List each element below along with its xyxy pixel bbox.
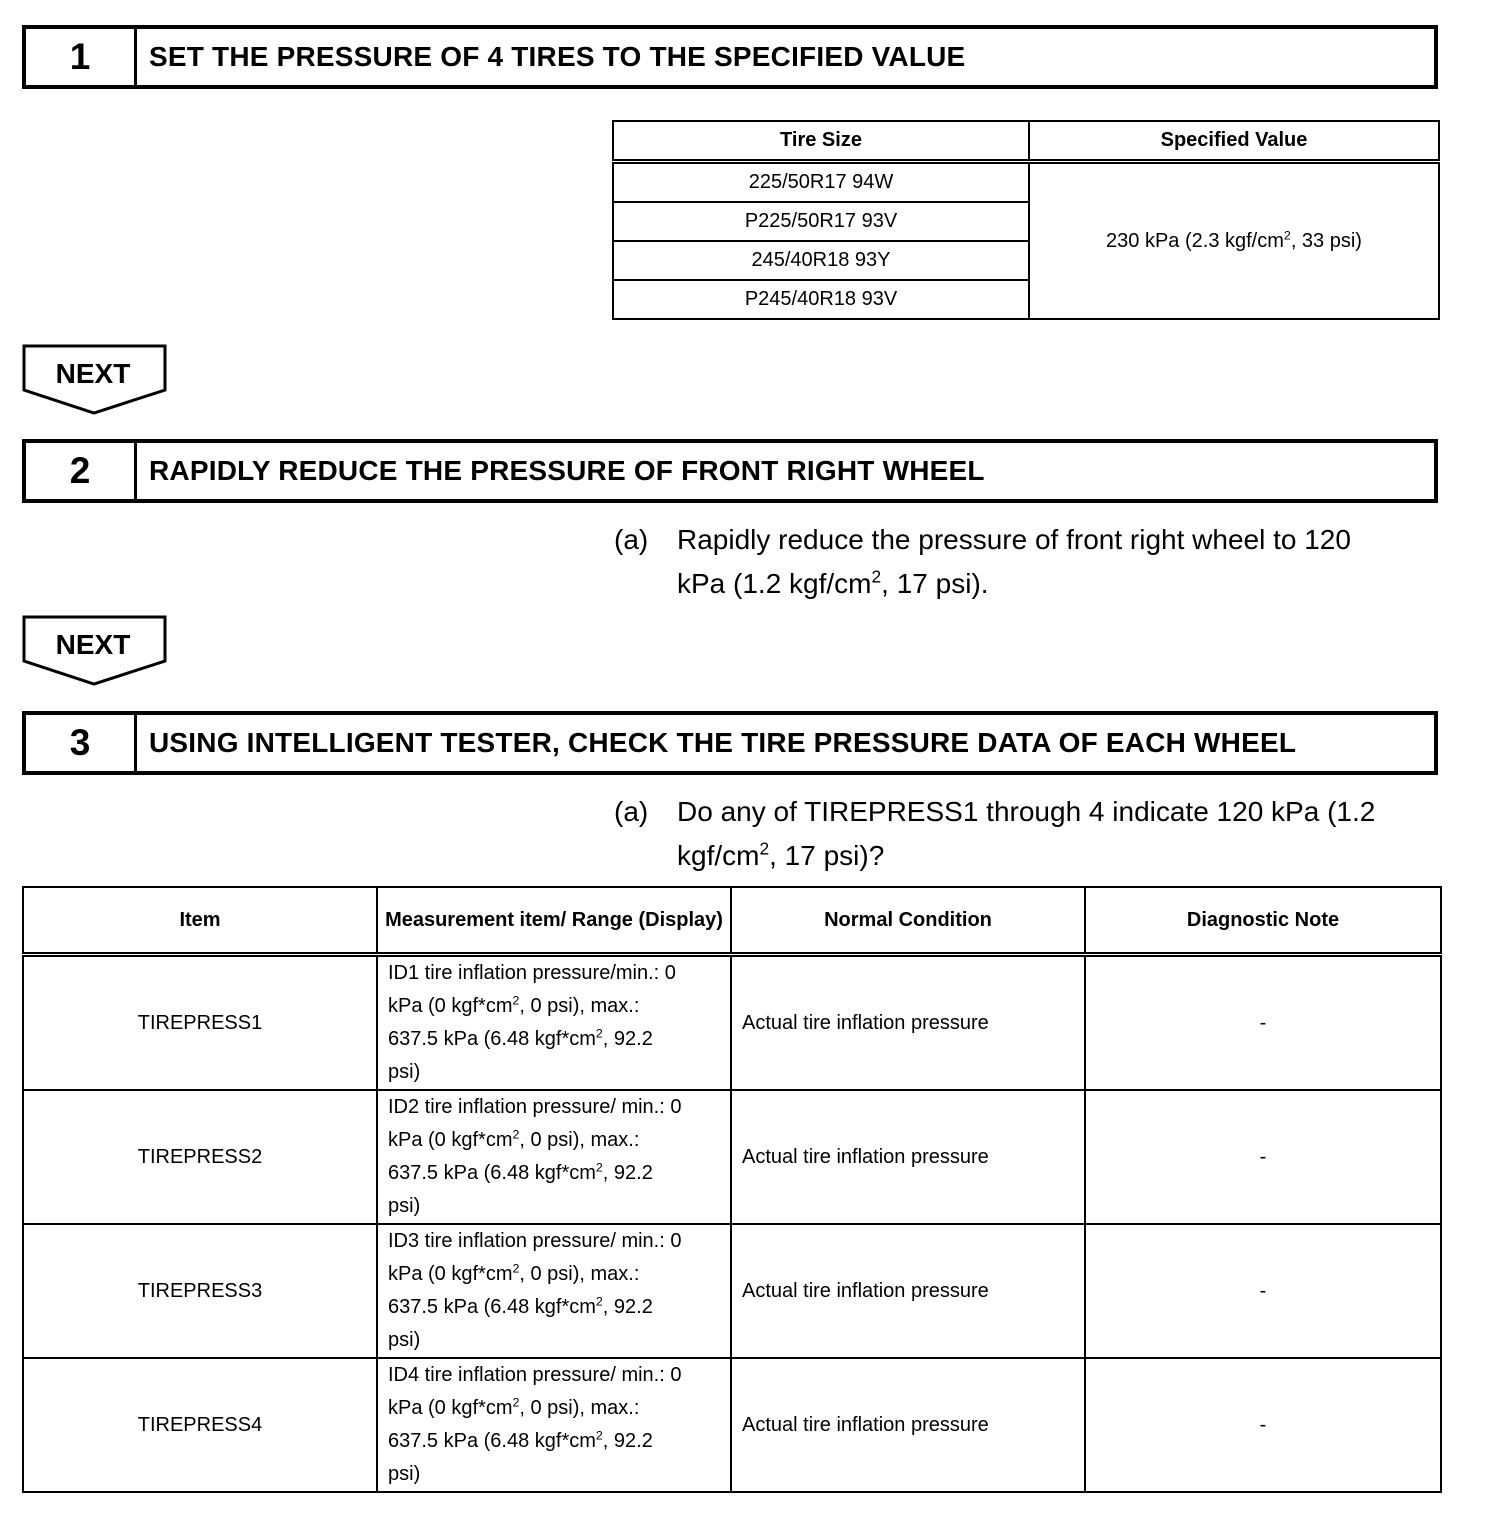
step-number: 2 [26,443,137,499]
header-measurement-range: Measurement item/ Range (Display) [377,887,731,955]
range-cell: ID1 tire inflation pressure/min.: 0 kPa (0 $kgf*cm^2$, 0 psi), max.: 637.5 kPa (6.48 $kgf*cm^2$, 92.2 psi) [377,955,731,1091]
note-cell: - [1085,955,1441,1091]
instruction-label: (a) [614,796,649,827]
instruction-line: kgf/$cm^2$, 17 psi)? [677,838,885,871]
step-3-instruction [614,790,1444,878]
instruction-line: kPa (1.2 kgf/$cm^2$, 17 psi). [677,566,989,599]
step-2-instruction [614,518,1444,606]
table-row [23,1358,1441,1492]
instruction-label: (a) [614,524,649,555]
tester-data-table [22,886,1442,1493]
range-cell: ID4 tire inflation pressure/ min.: 0 kPa (0 $kgf*cm^2$, 0 psi), max.: 637.5 kPa (6.48 $kgf*cm^2$, 92.2 psi) [377,1358,731,1492]
tire-size-cell: P225/50R17 93V [613,202,1029,241]
header-tire-size: Tire Size [613,121,1029,162]
table-row [23,1224,1441,1358]
item-cell: TIREPRESS2 [23,1090,377,1224]
step-title: SET THE PRESSURE OF 4 TIRES TO THE SPECIFIED VALUE [149,41,966,72]
table-row [23,1090,1441,1224]
table-row [23,955,1441,1091]
header-specified-value: Specified Value [1029,121,1439,162]
step-number: 1 [26,29,137,85]
condition-cell: Actual tire inflation pressure [731,1090,1085,1224]
header-diagnostic-note: Diagnostic Note [1085,887,1441,955]
condition-cell: Actual tire inflation pressure [731,1224,1085,1358]
tire-spec-table [612,120,1440,320]
step-title: RAPIDLY REDUCE THE PRESSURE OF FRONT RIGHT WHEEL [149,455,985,486]
item-cell: TIREPRESS3 [23,1224,377,1358]
step-2-header [22,439,1438,503]
tire-size-cell: 225/50R17 94W [613,162,1029,203]
step-1-header [22,25,1438,89]
step-3-header [22,711,1438,775]
header-item: Item [23,887,377,955]
specified-value-cell: 230 kPa (2.3 kgf/$cm^2$, 33 psi) [1029,162,1439,320]
next-button[interactable] [22,344,168,416]
next-label: NEXT [55,358,131,389]
range-cell: ID2 tire inflation pressure/ min.: 0 kPa (0 $kgf*cm^2$, 0 psi), max.: 637.5 kPa (6.48 $kgf*cm^2$, 92.2 psi) [377,1090,731,1224]
item-cell: TIREPRESS1 [23,955,377,1091]
range-cell: ID3 tire inflation pressure/ min.: 0 kPa (0 $kgf*cm^2$, 0 psi), max.: 637.5 kPa (6.48 $kgf*cm^2$, 92.2 psi) [377,1224,731,1358]
step-number: 3 [26,715,137,771]
note-cell: - [1085,1090,1441,1224]
tire-size-cell: P245/40R18 93V [613,280,1029,319]
condition-cell: Actual tire inflation pressure [731,1358,1085,1492]
note-cell: - [1085,1224,1441,1358]
note-cell: - [1085,1358,1441,1492]
condition-cell: Actual tire inflation pressure [731,955,1085,1091]
header-normal-condition: Normal Condition [731,887,1085,955]
instruction-line: Do any of TIREPRESS1 through 4 indicate 120 kPa (1.2 [677,796,1376,827]
next-button[interactable] [22,615,168,687]
next-label: NEXT [55,629,131,660]
step-title: USING INTELLIGENT TESTER, CHECK THE TIRE PRESSURE DATA OF EACH WHEEL [149,727,1297,758]
instruction-line: Rapidly reduce the pressure of front right wheel to 120 [677,524,1351,555]
tire-size-cell: 245/40R18 93Y [613,241,1029,280]
item-cell: TIREPRESS4 [23,1358,377,1492]
